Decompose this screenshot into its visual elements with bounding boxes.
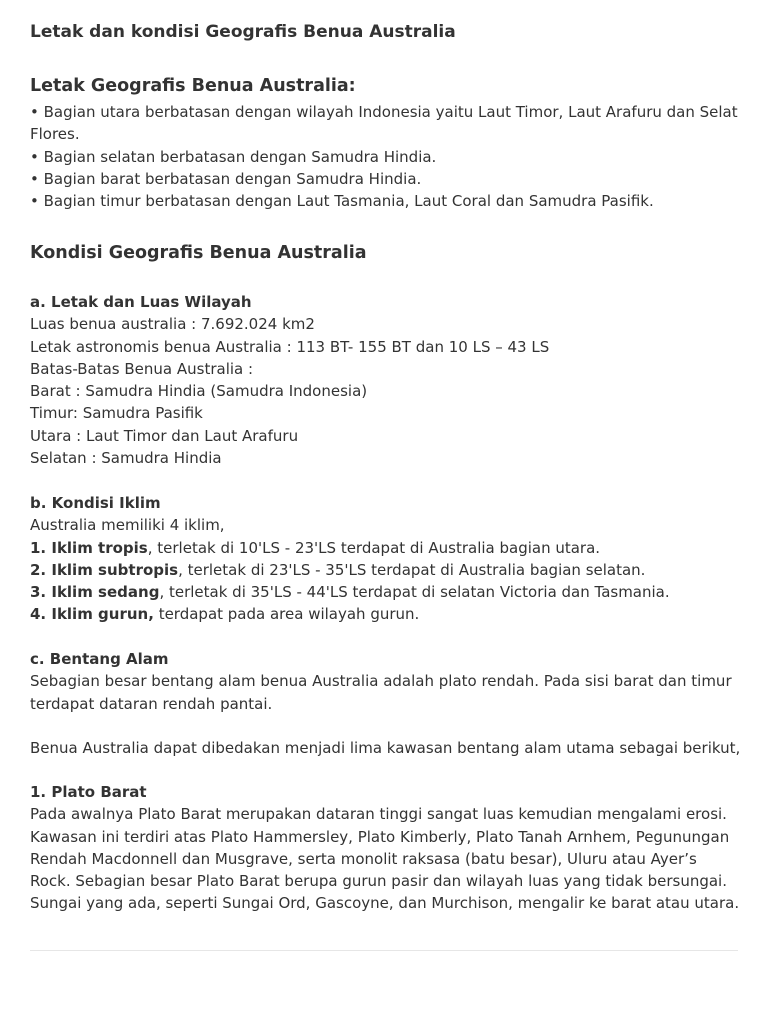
letak-bullet-east: • Bagian timur berbatasan dengan Laut Tasmania, Laut Coral dan Samudra Pasifik. bbox=[30, 192, 654, 211]
section-a-line: Selatan : Samudra Hindia bbox=[30, 449, 222, 468]
plato-barat-heading: 1. Plato Barat bbox=[30, 783, 147, 801]
climate-label: 2. Iklim subtropis bbox=[30, 560, 179, 579]
climate-item-subtropis bbox=[30, 559, 742, 581]
section-a-line: Luas benua australia : 7.692.024 km2 bbox=[30, 315, 315, 334]
section-c-paragraph: Sebagian besar bentang alam benua Australia adalah plato rendah. Pada sisi barat dan timur terdapat dataran rendah pantai. bbox=[30, 672, 732, 713]
divider bbox=[30, 950, 738, 951]
letak-heading: Letak Geografis Benua Australia: bbox=[30, 76, 356, 96]
letak-bullet-south: • Bagian selatan berbatasan dengan Samudra Hindia. bbox=[30, 147, 437, 166]
kondisi-heading: Kondisi Geografis Benua Australia bbox=[30, 243, 367, 263]
section-b bbox=[30, 492, 742, 626]
section-c-paragraph-2: Benua Australia dapat dibedakan menjadi lima kawasan bentang alam utama sebagai berikut, bbox=[30, 739, 741, 757]
section-a-line: Batas-Batas Benua Australia : bbox=[30, 359, 254, 378]
climate-item-tropis bbox=[30, 537, 742, 559]
section-c bbox=[30, 648, 742, 715]
climate-text: , terletak di 10'LS - 23'LS terdapat di Australia bagian utara. bbox=[147, 538, 601, 557]
climate-text: , terletak di 23'LS - 35'LS terdapat di Australia bagian selatan. bbox=[178, 560, 646, 579]
section-a-line: Utara : Laut Timor dan Laut Arafuru bbox=[30, 426, 299, 445]
letak-bullet-west: • Bagian barat berbatasan dengan Samudra Hindia. bbox=[30, 169, 422, 188]
section-a-heading: a. Letak dan Luas Wilayah bbox=[30, 293, 252, 311]
plato-barat-paragraph: Pada awalnya Plato Barat merupakan dataran tinggi sangat luas kemudian mengalami erosi. Kawasan ini terdiri atas Plato Hammersley, Plato Kimberly, Plato Tanah Arnhem, Pegunungan Rendah Macdonnell dan Musgrave, serta monolit raksasa (batu besar), Uluru atau Ayer’s Rock. Sebagian besar Plato Barat berupa gurun pasir dan wilayah luas yang tidak bersungai. Sungai yang ada, seperti Sungai Ord, Gascoyne, dan Murchison, mengalir ke barat atau utara. bbox=[30, 805, 740, 913]
section-b-intro: Australia memiliki 4 iklim, bbox=[30, 516, 225, 535]
climate-label: 1. Iklim tropis bbox=[30, 538, 148, 557]
section-c-heading: c. Bentang Alam bbox=[30, 650, 169, 668]
climate-label: 3. Iklim sedang bbox=[30, 583, 160, 602]
climate-text: , terletak di 35'LS - 44'LS terdapat di selatan Victoria dan Tasmania. bbox=[159, 583, 670, 602]
plato-barat-section bbox=[30, 781, 742, 915]
section-a-line: Timur: Samudra Pasifik bbox=[30, 404, 203, 423]
section-b-heading: b. Kondisi Iklim bbox=[30, 494, 161, 512]
section-a-line: Letak astronomis benua Australia : 113 BT- 155 BT dan 10 LS – 43 LS bbox=[30, 337, 550, 356]
section-c-intro bbox=[30, 737, 742, 759]
section-a-line: Barat : Samudra Hindia (Samudra Indonesia) bbox=[30, 382, 368, 401]
letak-bullet-list bbox=[30, 101, 742, 212]
climate-item-gurun bbox=[30, 603, 742, 625]
section-a bbox=[30, 291, 742, 469]
page-title: Letak dan kondisi Geografis Benua Australia bbox=[30, 22, 456, 42]
letak-bullet-north: • Bagian utara berbatasan dengan wilayah Indonesia yaitu Laut Timor, Laut Arafuru dan Selat Flores. bbox=[30, 103, 738, 144]
climate-label: 4. Iklim gurun, bbox=[30, 605, 154, 624]
climate-item-sedang bbox=[30, 581, 742, 603]
climate-text: terdapat pada area wilayah gurun. bbox=[153, 605, 420, 624]
